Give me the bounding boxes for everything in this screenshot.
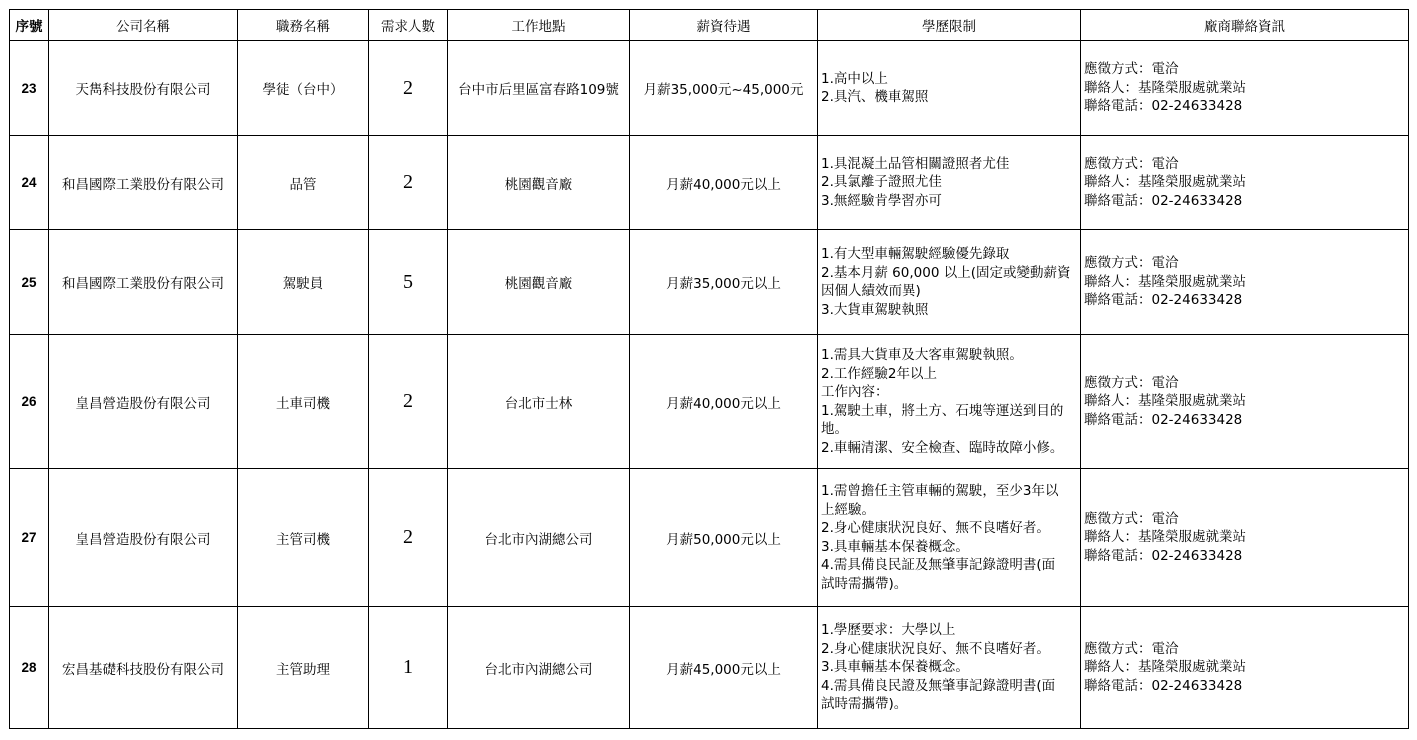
- salary-cell: 月薪45,000元以上: [630, 607, 818, 729]
- requirement-line: 1.具混凝土品管相關證照者尤佳: [821, 155, 1010, 172]
- position-name-cell: 學徒（台中）: [238, 41, 369, 136]
- contact-line: 聯絡人：基隆榮服處就業站: [1084, 393, 1246, 410]
- headcount-cell: 2: [369, 41, 448, 136]
- position-name-cell: 主管助理: [238, 607, 369, 729]
- requirement-line: 地。: [821, 421, 848, 437]
- position-name-cell: 品管: [238, 136, 369, 230]
- contact-line: 聯絡電話：02-24633428: [1084, 192, 1243, 209]
- salary-cell: 月薪35,000元~45,000元: [630, 41, 818, 136]
- seq-cell: 27: [10, 469, 49, 607]
- contact-line: 聯絡人：基隆榮服處就業站: [1084, 659, 1246, 676]
- requirement-line: 2.身心健康狀況良好、無不良嗜好者。: [821, 520, 1050, 536]
- requirements-cell: [818, 230, 1081, 335]
- header-education: 學歷限制: [818, 10, 1081, 41]
- contact-info-cell: [1081, 230, 1409, 335]
- seq-cell: 28: [10, 607, 49, 729]
- requirement-line: 4.需具備良民證及無肇事記錄證明書(面: [821, 677, 1056, 694]
- requirements-cell: [818, 136, 1081, 230]
- requirement-line: 3.大貨車駕駛執照: [821, 301, 929, 318]
- requirement-line: 因個人績效而異): [821, 283, 921, 299]
- requirement-line: 4.需具備良民証及無肇事記錄證明書(面: [821, 557, 1056, 573]
- requirement-line: 3.具車輛基本保養概念。: [821, 538, 969, 555]
- seq-cell: 23: [10, 41, 49, 136]
- position-name-cell: 駕駛員: [238, 230, 369, 335]
- contact-info-cell: [1081, 335, 1409, 469]
- table-row: [10, 335, 1409, 469]
- company-name-cell: 天雋科技股份有限公司: [49, 41, 238, 136]
- contact-line: 聯絡電話：02-24633428: [1084, 98, 1243, 115]
- header-company: 公司名稱: [49, 10, 238, 41]
- contact-line: 聯絡電話：02-24633428: [1084, 547, 1243, 564]
- header-salary: 薪資待遇: [630, 10, 818, 41]
- requirements-cell: [818, 607, 1081, 729]
- requirement-line: 1.駕駛土車，將土方、石塊等運送到目的: [821, 402, 1064, 419]
- position-name-cell: 土車司機: [238, 335, 369, 469]
- contact-line: 聯絡電話：02-24633428: [1084, 411, 1243, 428]
- salary-cell: 月薪50,000元以上: [630, 469, 818, 607]
- contact-info-cell: [1081, 136, 1409, 230]
- requirement-line: 1.學歷要求：大學以上: [821, 622, 956, 639]
- work-location-cell: 桃園觀音廠: [448, 230, 630, 335]
- table-row: [10, 469, 1409, 607]
- requirement-line: 試時需攜帶)。: [821, 696, 908, 713]
- requirement-line: 工作內容：: [821, 384, 889, 400]
- requirement-line: 1.需具大貨車及大客車駕駛執照。: [821, 347, 1023, 363]
- company-name-cell: 皇昌營造股份有限公司: [49, 335, 238, 469]
- requirement-line: 3.無經驗肯學習亦可: [821, 192, 942, 209]
- work-location-cell: 桃園觀音廠: [448, 136, 630, 230]
- requirement-line: 2.身心健康狀況良好、無不良嗜好者。: [821, 640, 1050, 657]
- contact-line: 應徵方式：電洽: [1084, 61, 1179, 78]
- contact-line: 應徵方式：電洽: [1084, 640, 1179, 657]
- requirement-line: 1.高中以上: [821, 70, 888, 87]
- contact-line: 應徵方式：電洽: [1084, 374, 1179, 391]
- work-location-cell: 台北市內湖總公司: [448, 607, 630, 729]
- company-name-cell: 宏昌基礎科技股份有限公司: [49, 607, 238, 729]
- contact-line: 聯絡人：基隆榮服處就業站: [1084, 79, 1246, 96]
- seq-cell: 26: [10, 335, 49, 469]
- work-location-cell: 台北市士林: [448, 335, 630, 469]
- job-listing-table: [9, 9, 1409, 729]
- requirement-line: 2.具氯離子證照尤佳: [821, 174, 942, 191]
- headcount-cell: 1: [369, 607, 448, 729]
- headcount-cell: 5: [369, 230, 448, 335]
- work-location-cell: 台中市后里區富春路109號: [448, 41, 630, 136]
- seq-cell: 24: [10, 136, 49, 230]
- requirement-line: 2.基本月薪 60,000 以上(固定或變動薪資: [821, 264, 1071, 281]
- header-seq: 序號: [10, 10, 49, 41]
- company-name-cell: 和昌國際工業股份有限公司: [49, 136, 238, 230]
- contact-line: 應徵方式：電洽: [1084, 510, 1179, 527]
- requirement-line: 試時需攜帶)。: [821, 575, 908, 592]
- contact-info-cell: [1081, 469, 1409, 607]
- table-row: [10, 41, 1409, 136]
- requirement-line: 1.有大型車輛駕駛經驗優先錄取: [821, 246, 1010, 262]
- position-name-cell: 主管司機: [238, 469, 369, 607]
- requirement-line: 1.需曾擔任主管車輛的駕駛，至少3年以: [821, 483, 1059, 499]
- contact-line: 聯絡人：基隆榮服處就業站: [1084, 273, 1246, 290]
- headcount-cell: 2: [369, 335, 448, 469]
- contact-info-cell: [1081, 607, 1409, 729]
- header-location: 工作地點: [448, 10, 630, 41]
- headcount-cell: 2: [369, 469, 448, 607]
- contact-line: 聯絡電話：02-24633428: [1084, 292, 1243, 309]
- table-row: [10, 136, 1409, 230]
- requirement-line: 2.工作經驗2年以上: [821, 365, 937, 382]
- requirement-line: 2.具汽、機車駕照: [821, 89, 929, 105]
- contact-line: 聯絡人：基隆榮服處就業站: [1084, 174, 1246, 191]
- requirements-cell: [818, 469, 1081, 607]
- header-contact: 廠商聯絡資訊: [1081, 10, 1409, 41]
- table-row: [10, 230, 1409, 335]
- salary-cell: 月薪40,000元以上: [630, 136, 818, 230]
- contact-info-cell: [1081, 41, 1409, 136]
- salary-cell: 月薪35,000元以上: [630, 230, 818, 335]
- contact-line: 聯絡電話：02-24633428: [1084, 677, 1243, 694]
- contact-line: 聯絡人：基隆榮服處就業站: [1084, 529, 1246, 546]
- salary-cell: 月薪40,000元以上: [630, 335, 818, 469]
- seq-cell: 25: [10, 230, 49, 335]
- requirements-cell: [818, 335, 1081, 469]
- work-location-cell: 台北市內湖總公司: [448, 469, 630, 607]
- company-name-cell: 和昌國際工業股份有限公司: [49, 230, 238, 335]
- headcount-cell: 2: [369, 136, 448, 230]
- company-name-cell: 皇昌營造股份有限公司: [49, 469, 238, 607]
- contact-line: 應徵方式：電洽: [1084, 255, 1179, 272]
- header-position: 職務名稱: [238, 10, 369, 41]
- table-row: [10, 607, 1409, 729]
- contact-line: 應徵方式：電洽: [1084, 155, 1179, 172]
- requirements-cell: [818, 41, 1081, 136]
- header-count: 需求人數: [369, 10, 448, 41]
- requirement-line: 上經驗。: [821, 501, 875, 518]
- requirement-line: 3.具車輛基本保養概念。: [821, 659, 969, 676]
- table-header-row: [10, 10, 1409, 41]
- requirement-line: 2.車輛清潔、安全檢查、臨時故障小修。: [821, 439, 1064, 456]
